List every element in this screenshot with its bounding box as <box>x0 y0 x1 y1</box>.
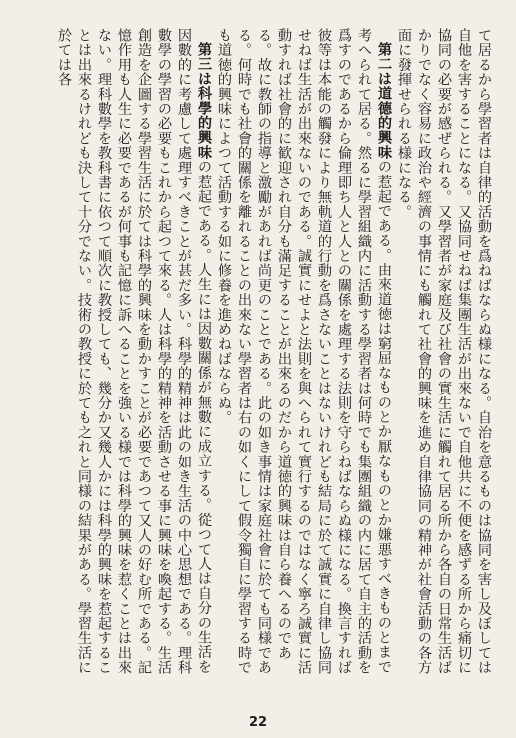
paragraph-2-text: の惹起である。由來道徳は窮屈なものとか厭なものとか嫌悪すべきものとまで考へられて居る。然るに學習組織内に活動する學習者は何時でも集團組織の内に居て自主的活動を爲すのであるから倫理即ち人と人との關係を處理する法則を守らねばならぬ様になる。換言すれば彼等は本能の觸發により無軌道的行動を爲さないことはないけれども結局に於て誠實に自律し協同せねば生活が出來ないのである。誠實にせよと法則を與へられて實行するのではなく寧ろ誠實に活動すれば社會的に歓迎され自分も滿足することが出來るのだから道徳的興味は自ら養へるのである。故に教師の指導と激勵があれば尚更のことである。此の如き事情は家庭社會に於ても同様である。何時でも社會的關係を離れることの出來ない學習者は右の如くにして假令獨自に學習する時でも道徳的興味によつて活動する如に修養を進めねばならぬ。 <box>216 28 392 675</box>
paragraph-1 <box>394 28 494 678</box>
vertical-text-body <box>22 28 494 678</box>
paragraph-3-text: の惹起である。人生には因數關係が無數に成立する。從つて人は自分の生活を因數的に考慮して處理すべきことが甚だ多い。科學的精神は此の如き生活の中心思想である。理科數學の學習の必要もこれから起つて來る。人は科學的精神を活動させる事に興味を喚起する。生活創造を企圖する學習生活に於ては科學的興味を動かすことが必要であつて又人の好む所である。記憶作用も人生に必要であるが何事も記憶に訴へることを強いる様では科學的興味を惹くことは出來ない。理科數學を教科書に依つて順次に教授しても、幾分か又幾人かには科學的興味を惹起することは出來るけれども決して十分でない。技術の教授に於ても之れと同様の結果がある。學習生活に於ては各 <box>56 28 212 675</box>
paragraph-2-heading: 第二は道德的興味 <box>376 42 392 160</box>
paragraph-3 <box>54 28 214 678</box>
paragraph-2 <box>214 28 394 678</box>
page-number: 22 <box>248 715 268 730</box>
paragraph-3-heading: 第三は科學的興味 <box>196 42 212 160</box>
paragraph-1-text: て居るから學習者は自律的活動を爲ねばならぬ様になる。自治を意るものは協同を害し及ぼしては自他を害することになる。又協同せねば集團生活が出來ないで自他共に不便を感ずる所から痛切に協同の必要が感ぜられる。又學習者が家庭及び社會の實生活に觸れて居る所から各自の日常生活ばかりでなく容易に政治や經濟の事情にも觸れて社會的興味を進め自律協同の精神が社會活動の各方面に發揮せられる様になる。 <box>396 28 492 675</box>
